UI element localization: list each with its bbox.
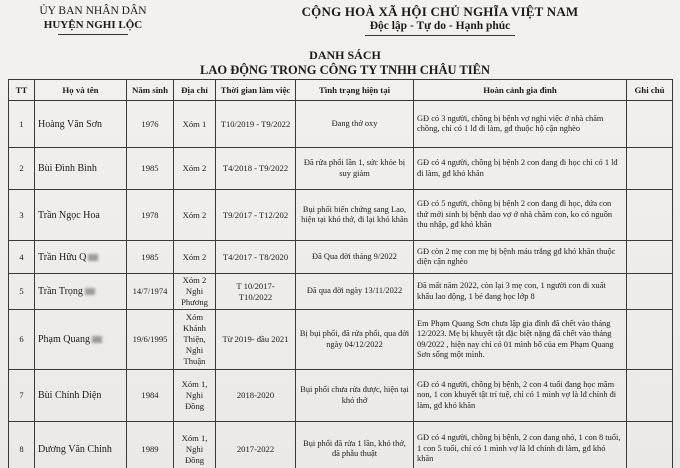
- issuing-authority: [18, 4, 168, 35]
- table-header-row: [9, 80, 673, 101]
- cell-dob: 1978: [127, 190, 174, 241]
- national-motto: Độc lập - Tự do - Hạnh phúc: [369, 20, 511, 32]
- cell-note: [627, 274, 673, 310]
- cell-note: [627, 241, 673, 274]
- cell-name: Dương Văn Chinh: [35, 422, 127, 468]
- authority-line-2: HUYỆN NGHI LỘC: [43, 19, 143, 31]
- table-row: [9, 370, 673, 422]
- cell-note: [627, 101, 673, 148]
- cell-period: T9/2017 - T12/202: [216, 190, 296, 241]
- col-header-family: Hoàn cảnh gia đình: [414, 80, 627, 101]
- title-line-1: DANH SÁCH: [309, 48, 381, 62]
- cell-name: Hoàng Văn Sơn: [35, 101, 127, 148]
- cell-name: Trần Trọng: [38, 286, 83, 297]
- cell-status: Đã qua đời ngày 13/11/2022: [296, 274, 414, 310]
- cell-name: Bùi Chính Diện: [35, 370, 127, 422]
- national-header: [290, 4, 590, 36]
- table-row: [9, 274, 673, 310]
- title-line-2: LAO ĐỘNG TRONG CÔNG TY TNHH CHÂU TIÊN: [200, 63, 490, 77]
- cell-status: Bị bụi phổi, đã rửa phổi, qua đời ngày 04/12/2022: [296, 310, 414, 370]
- cell-status: Bụi phổi biến chứng sang Lao, hiện tại khó thở, đi lại khó khăn: [296, 190, 414, 241]
- cell-status: Bụi phổi chưa rửa được, hiện tại khó thở: [296, 370, 414, 422]
- cell-dob: 1976: [127, 101, 174, 148]
- cell-status: Đã Qua đời tháng 9/2022: [296, 241, 414, 274]
- cell-dob: 1989: [127, 422, 174, 468]
- cell-tt: 5: [9, 274, 35, 310]
- cell-period: T4/2018 - T9/2022: [216, 148, 296, 190]
- authority-line-1: ỦY BAN NHÂN DÂN: [39, 5, 147, 17]
- cell-tt: 7: [9, 370, 35, 422]
- table-row: [9, 190, 673, 241]
- table-row: [9, 148, 673, 190]
- cell-note: [627, 422, 673, 468]
- cell-period: T4/2017 - T8/2020: [216, 241, 296, 274]
- cell-status: Bụi phổi đã rửa 1 lần, khó thở, đã phẫu thuật: [296, 422, 414, 468]
- cell-tt: 1: [9, 101, 35, 148]
- cell-period: 2018-2020: [216, 370, 296, 422]
- cell-note: [627, 190, 673, 241]
- cell-tt: 8: [9, 422, 35, 468]
- cell-address: Xóm 2 Nghi Phương: [174, 274, 216, 310]
- cell-tt: 6: [9, 310, 35, 370]
- col-header-name: Họ và tên: [35, 80, 127, 101]
- cell-dob: 14/7/1974: [127, 274, 174, 310]
- cell-name-redacted: [35, 310, 127, 370]
- cell-name: Trần Hữu Q: [38, 251, 87, 263]
- redaction-blur: [92, 336, 102, 343]
- col-header-note: Ghi chú: [627, 80, 673, 101]
- cell-address: Xóm 2: [174, 148, 216, 190]
- cell-family: Đã mất năm 2022, còn lại 3 mẹ con, 1 người con đi xuất khẩu lao động, 1 bé đang học lớp 8: [414, 274, 627, 310]
- cell-address: Xóm 1, Nghi Đồng: [174, 422, 216, 468]
- cell-family: GĐ có 5 người, chồng bị bệnh 2 con đang đi học, đứa con thứ mới sinh bị bệnh dao vợ ở nhà chăm con, ko có nguồn thu nhập, gđ khó khăn: [414, 190, 627, 241]
- redaction-blur: [88, 254, 98, 261]
- table-row: [9, 310, 673, 370]
- col-header-tt: TT: [9, 80, 35, 101]
- table-row: [9, 101, 673, 148]
- col-header-period: Thời gian làm việc: [216, 80, 296, 101]
- cell-address: Xóm 2: [174, 190, 216, 241]
- cell-dob: 1985: [127, 241, 174, 274]
- table-row: [9, 241, 673, 274]
- cell-status: Đang thở oxy: [296, 101, 414, 148]
- cell-dob: 1984: [127, 370, 174, 422]
- table-row: [9, 422, 673, 468]
- cell-note: [627, 310, 673, 370]
- cell-family: GĐ có 4 người, chồng bị bệnh, 2 con đang nhỏ, 1 con 8 tuổi, 1 con 5 tuổi, chỉ có 1 mình vợ là lđ chính đi làm, gđ khó khăn: [414, 422, 627, 468]
- cell-name: Phạm Quang: [38, 334, 90, 345]
- cell-period: T10/2019 - T9/2022: [216, 101, 296, 148]
- worker-list-table: [8, 79, 673, 468]
- authority-underline: [58, 34, 128, 35]
- cell-note: [627, 370, 673, 422]
- cell-name: Trần Ngọc Hoa: [35, 190, 127, 241]
- cell-address: Xóm 1: [174, 101, 216, 148]
- cell-period: T 10/2017- T10/2022: [216, 274, 296, 310]
- cell-name: Bùi Đình Bình: [35, 148, 127, 190]
- cell-note: [627, 148, 673, 190]
- cell-tt: 2: [9, 148, 35, 190]
- cell-family: GĐ có 4 người, chồng bị bệnh 2 con đang đi học chỉ có 1 lđ đi làm, gđ khó khăn: [414, 148, 627, 190]
- cell-period: Từ 2019- đầu 2021: [216, 310, 296, 370]
- cell-family: GĐ còn 2 mẹ con mẹ bị bệnh máu trắng gđ khó khăn thuộc diện cận nghèo: [414, 241, 627, 274]
- cell-dob: 19/6/1995: [127, 310, 174, 370]
- cell-family: GĐ có 3 người, chồng bị bệnh vợ nghỉ việc ở nhà chăm chồng, chỉ có 1 lđ đi làm, gđ thuộc hộ cận nghèo: [414, 101, 627, 148]
- cell-name-redacted: [35, 241, 127, 274]
- cell-name-redacted: [35, 274, 127, 310]
- cell-tt: 4: [9, 241, 35, 274]
- cell-address: Xóm 2: [174, 241, 216, 274]
- cell-status: Đã rửa phổi lần 1, sức khỏe bị suy giảm: [296, 148, 414, 190]
- motto-underline: [365, 35, 515, 36]
- col-header-address: Địa chỉ: [174, 80, 216, 101]
- cell-family: GĐ có 4 người, chồng bị bệnh, 2 con 4 tuổi đang học mầm non, 1 con khuyết tật trí tuệ, chỉ có 1 mình vợ là lđ chính đi làm, gđ khó khăn: [414, 370, 627, 422]
- cell-tt: 3: [9, 190, 35, 241]
- redaction-blur: [85, 288, 95, 295]
- cell-period: 2017-2022: [216, 422, 296, 468]
- cell-dob: 1985: [127, 148, 174, 190]
- cell-address: Xóm 1, Nghi Đồng: [174, 370, 216, 422]
- document-title: [180, 48, 510, 78]
- cell-family: Em Phạm Quang Sơn chưa lập gia đình đã chết vào tháng 12/2023. Mẹ bị khuyết tật đặc biệt nặng đã chết vào tháng 09/2022 , hiện nay chỉ có 01 mình bố của em Phạm Quang Sơn sống một mình.: [414, 310, 627, 370]
- national-title: CỘNG HOÀ XÃ HỘI CHỦ NGHĨA VIỆT NAM: [301, 4, 579, 19]
- col-header-dob: Năm sinh: [127, 80, 174, 101]
- cell-address: Xóm Khánh Thiện, Nghi Thuận: [174, 310, 216, 370]
- col-header-status: Tình trạng hiện tại: [296, 80, 414, 101]
